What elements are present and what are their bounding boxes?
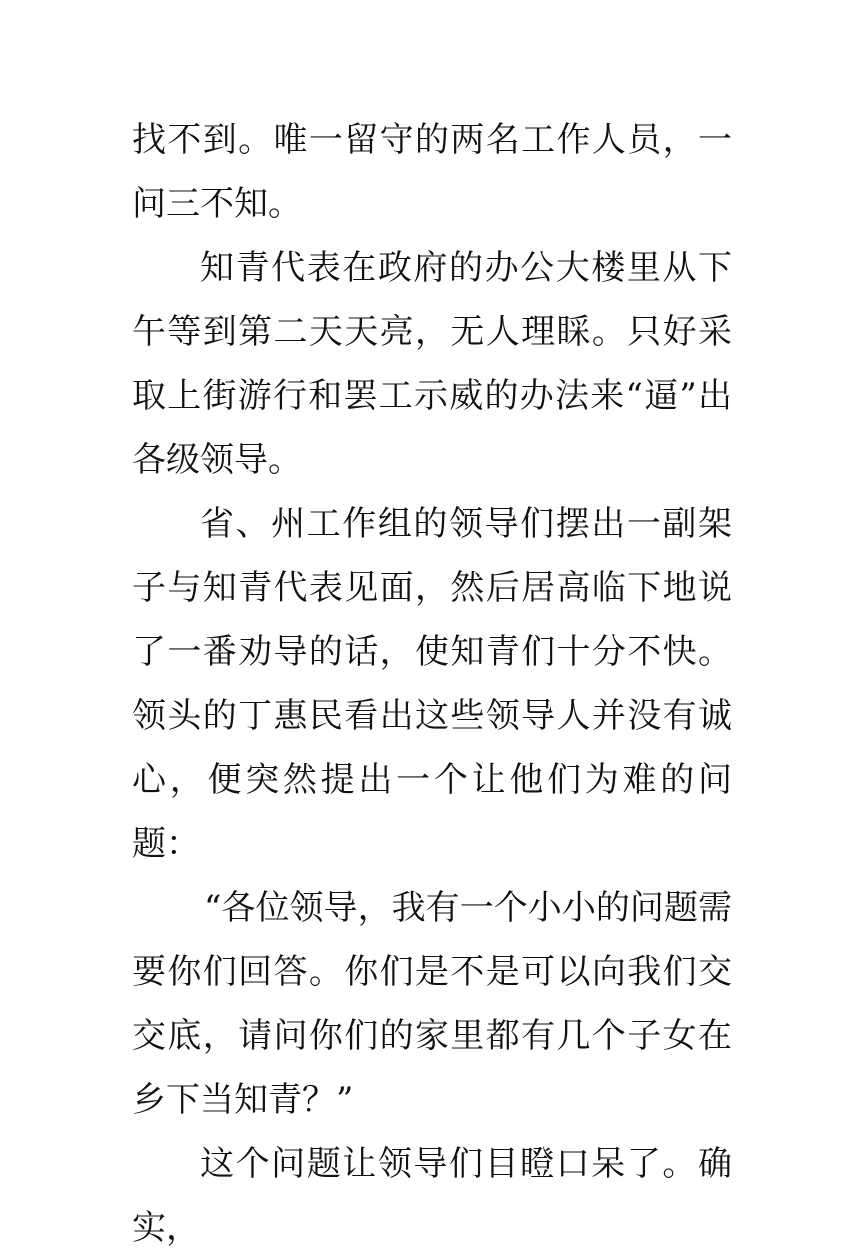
paragraph-question-quote: “各位领导，我有一个小小的问题需要你们回答。你们是不是可以向我们交交底，请问你们的家里都有几个子女在乡下当知青？” <box>132 888 732 1120</box>
paragraph-meeting: 省、州工作组的领导们摆出一副架子与知青代表见面，然后居高临下地说了一番劝导的话，使知青们十分不快。领头的丁惠民看出这些领导人并没有诚心，便突然提出一个让他们为难的问题： <box>132 504 732 864</box>
paragraph-continuation: 找不到。唯一留守的两名工作人员，一问三不知。 <box>132 120 732 224</box>
paragraph-waiting: 知青代表在政府的办公大楼里从下午等到第二天天亮，无人理睬。只好采取上街游行和罢工示威的办法来“逼”出各级领导。 <box>132 248 732 480</box>
body-text <box>132 108 732 1260</box>
paragraph-reaction: 这个问题让领导们目瞪口呆了。确实， <box>132 1144 732 1248</box>
